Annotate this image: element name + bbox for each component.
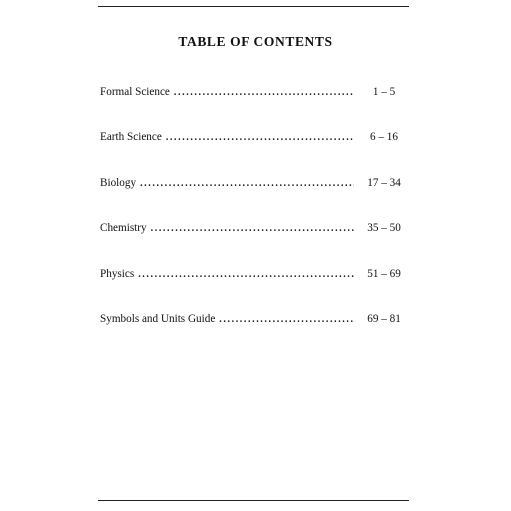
toc-entry-label: Chemistry (100, 222, 147, 235)
toc-entry-chemistry (100, 220, 410, 265)
toc-entry-label: Earth Science (100, 131, 162, 144)
toc-entry-earth-science (100, 129, 410, 174)
toc-entry-pages: 17 – 34 (367, 176, 401, 189)
toc-entry-physics (100, 266, 410, 311)
bottom-rule (98, 500, 409, 501)
dot-leader (140, 176, 354, 192)
dot-leader (166, 130, 354, 146)
toc-entry-symbols-and-units-guide (100, 311, 410, 356)
toc-entry-pages: 69 – 81 (367, 312, 401, 325)
toc-entry-biology (100, 175, 410, 220)
dot-leader (138, 267, 354, 283)
toc-entry-pages: 35 – 50 (367, 222, 401, 235)
toc-entry-pages: 51 – 69 (367, 267, 401, 280)
toc-entry-formal-science (100, 84, 410, 129)
toc-entry-label: Biology (100, 176, 137, 189)
toc-entry-pages: 6 – 16 (370, 131, 398, 144)
dot-leader (151, 221, 354, 237)
page-title: TABLE OF CONTENTS (178, 34, 333, 49)
dot-leader (219, 312, 354, 328)
toc-entry-label: Symbols and Units Guide (100, 312, 216, 325)
toc-entry-pages: 1 – 5 (372, 86, 396, 98)
top-rule (98, 6, 409, 7)
toc-entry-label: Physics (100, 267, 135, 280)
dot-leader (174, 85, 354, 101)
toc-entry-label: Formal Science (100, 86, 170, 98)
toc-list (100, 84, 410, 356)
